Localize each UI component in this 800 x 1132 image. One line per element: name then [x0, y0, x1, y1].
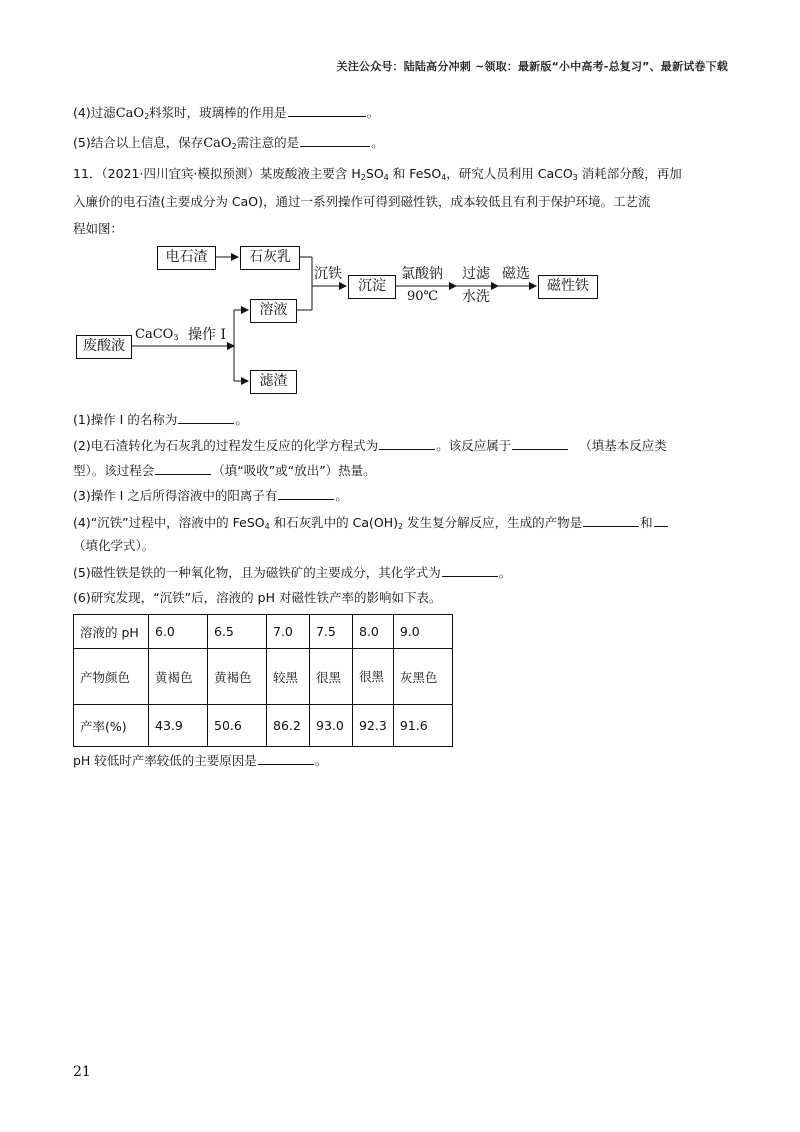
table-cell: 产率(%) — [74, 705, 149, 747]
answer-blank[interactable] — [155, 461, 211, 475]
question-11-line2: 入廉价的电石渣(主要成分为 CaO)，通过一系列操作可得到磁性铁，成本较低且有利于保护环境。工艺流 — [73, 194, 651, 209]
table-cell: 6.0 — [149, 615, 208, 649]
sub-question-6: (6)研究发现，“沉铁”后，溶液的 pH 对磁性铁产率的影响如下表。 — [73, 590, 442, 605]
sub-question-5: (5)磁性铁是铁的一种氧化物，且为磁铁矿的主要成分，其化学式为 。 — [73, 565, 512, 580]
question-4: (4)过滤CaO$_2$料浆时，玻璃棒的作用是 。 — [73, 105, 380, 121]
box-rongye: 溶液 — [250, 299, 297, 323]
table-cell: 91.6 — [393, 705, 452, 747]
table-row — [74, 649, 453, 705]
table-cell: 溶液的 pH — [74, 615, 149, 649]
label-temperature: 90℃ — [407, 289, 439, 304]
sub-question-3: (3)操作 I 之后所得溶液中的阳离子有 。 — [73, 488, 348, 503]
label-guolv: 过滤 — [462, 266, 490, 282]
label-shuixi: 水洗 — [462, 289, 490, 305]
ph-yield-table — [73, 614, 453, 747]
table-row — [74, 705, 453, 747]
table-cell: 92.3 — [353, 705, 394, 747]
label-lvsuanna: 氯酸钠 — [401, 266, 443, 282]
answer-blank[interactable] — [258, 751, 314, 765]
table-cell: 较黑 — [267, 649, 310, 705]
box-lvzha: 滤渣 — [250, 370, 297, 394]
answer-blank[interactable] — [654, 513, 668, 527]
question-11-line1: 11．（2021·四川宜宾·模拟预测）某废酸液主要含 $H_2SO_4$ 和 FeSO$_4$，研究人员利用 CaCO$_3$ 消耗部分酸，再加 — [73, 166, 682, 182]
after-table-question: pH 较低时产率较低的主要原因是 。 — [73, 753, 328, 768]
sub-question-2-line1: (2)电石渣转化为石灰乳的过程发生反应的化学方程式为 。该反应属于 （填基本反应类 — [73, 438, 667, 453]
label-chentie: 沉铁 — [314, 266, 342, 282]
answer-blank[interactable] — [442, 563, 498, 577]
page-number: 21 — [73, 1064, 91, 1080]
box-feisuanye: 废酸液 — [76, 335, 132, 359]
box-cixingtie: 磁性铁 — [538, 275, 598, 299]
box-chendian: 沉淀 — [348, 275, 396, 299]
label-operation-1: 操作 I — [188, 327, 226, 343]
table-cell: 6.5 — [208, 615, 267, 649]
table-cell: 产物颜色 — [74, 649, 149, 705]
table-cell: 93.0 — [310, 705, 353, 747]
label-cixuan: 磁选 — [502, 266, 530, 282]
label-caco3: CaCO$_3$ — [135, 327, 179, 342]
table-cell: 很黑 — [353, 649, 394, 705]
answer-blank[interactable] — [278, 486, 334, 500]
answer-blank[interactable] — [512, 436, 568, 450]
table-cell: 8.0 — [353, 615, 394, 649]
sub-question-1: (1)操作 I 的名称为 。 — [73, 412, 248, 427]
table-cell: 7.5 — [310, 615, 353, 649]
answer-blank[interactable] — [178, 410, 234, 424]
box-shihuiru: 石灰乳 — [240, 246, 300, 270]
sub-question-2-line2: 型）。该过程会 （填“吸收”或“放出”）热量。 — [73, 463, 376, 478]
table-cell: 很黑 — [310, 649, 353, 705]
question-5: (5)结合以上信息，保存CaO$_2$需注意的是 。 — [73, 135, 384, 151]
header-note: 关注公众号：陆陆高分冲刺 ~领取：最新版“小中高考-总复习”、最新试卷下载 — [336, 60, 728, 73]
table-cell: 黄褐色 — [208, 649, 267, 705]
table-cell: 50.6 — [208, 705, 267, 747]
answer-blank[interactable] — [583, 513, 639, 527]
table-cell: 43.9 — [149, 705, 208, 747]
sub-question-4-line2: （填化学式）。 — [73, 538, 155, 553]
question-11-line3: 程如图： — [73, 221, 124, 236]
table-cell: 86.2 — [267, 705, 310, 747]
table-cell: 7.0 — [267, 615, 310, 649]
table-cell: 9.0 — [393, 615, 452, 649]
box-dianshizha: 电石渣 — [157, 246, 216, 270]
table-cell: 灰黑色 — [393, 649, 452, 705]
table-row — [74, 615, 453, 649]
table-cell: 黄褐色 — [149, 649, 208, 705]
answer-blank[interactable] — [379, 436, 435, 450]
sub-question-4-line1: (4)“沉铁”过程中，溶液中的 FeSO$_4$ 和石灰乳中的 $Ca(OH)_2$ 发生复分解反应，生成的产物是 和 — [73, 513, 733, 532]
answer-blank[interactable] — [300, 133, 370, 147]
answer-blank[interactable] — [288, 103, 366, 117]
